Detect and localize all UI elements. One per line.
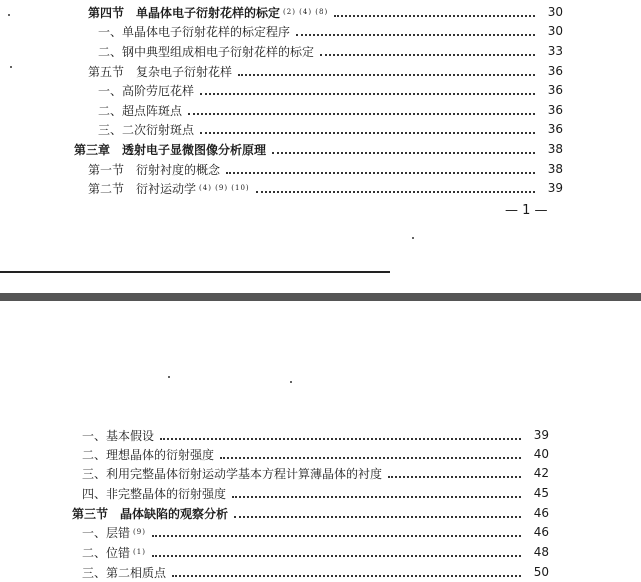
toc-entry-page: 39 xyxy=(547,181,563,195)
dot-leader xyxy=(220,456,521,459)
toc-entry xyxy=(82,464,549,482)
toc-entry-page: 33 xyxy=(547,44,563,58)
toc-entry-title: 一、基本假设 xyxy=(82,428,155,443)
toc-entry-refs: (1) xyxy=(133,548,146,556)
dot-leader xyxy=(200,92,535,95)
toc-entry-page: 30 xyxy=(547,5,563,19)
toc-entry-page: 36 xyxy=(547,64,563,78)
toc-entry-title: 二、钢中典型组成相电子衍射花样的标定 xyxy=(98,44,315,59)
page-folio: — 1 — xyxy=(505,203,548,218)
dot-leader xyxy=(232,495,521,498)
scan-speck xyxy=(8,14,10,16)
toc-entry xyxy=(74,140,563,158)
toc-entry xyxy=(88,179,563,197)
bottom-page xyxy=(0,300,641,582)
toc-entry xyxy=(82,426,549,444)
toc-entry-title: 第三节 晶体缺陷的观察分析 xyxy=(72,506,229,521)
toc-entry-title: 三、利用完整晶体衍射运动学基本方程计算薄晶体的衬度 xyxy=(82,466,383,481)
toc-entry-page: 36 xyxy=(547,103,563,117)
scan-speck xyxy=(10,66,12,68)
toc-entry xyxy=(88,160,563,178)
toc-entry-title: 三、第二相质点 xyxy=(82,565,167,580)
dot-leader xyxy=(238,73,535,76)
toc-entry-page: 46 xyxy=(533,525,549,539)
toc-entry xyxy=(82,523,549,541)
toc-entry-title: 第三章 透射电子显微图像分析原理 xyxy=(74,142,267,157)
scan-speck xyxy=(168,376,170,378)
toc-entry-title: 一、单晶体电子衍射花样的标定程序 xyxy=(98,24,291,39)
footer-rule xyxy=(0,271,390,273)
dot-leader xyxy=(388,475,521,478)
toc-entry xyxy=(88,62,563,80)
dot-leader xyxy=(188,112,535,115)
toc-entry-refs: (9) xyxy=(133,528,146,536)
toc-entry xyxy=(82,445,549,463)
toc-entry-title: 二、理想晶体的衍射强度 xyxy=(82,447,215,462)
toc-entry-page: 39 xyxy=(533,428,549,442)
toc-entry-page: 45 xyxy=(533,486,549,500)
dot-leader xyxy=(272,151,535,154)
toc-entry-title: 二、位错 xyxy=(82,545,131,560)
toc-entry-page: 48 xyxy=(533,545,549,559)
toc-entry-title: 四、非完整晶体的衍射强度 xyxy=(82,486,227,501)
toc-entry-page: 38 xyxy=(547,162,563,176)
toc-entry-title: 第四节 单晶体电子衍射花样的标定 xyxy=(88,5,281,20)
dot-leader xyxy=(172,574,521,577)
dot-leader xyxy=(296,33,535,36)
toc-entry-title: 一、高阶劳厄花样 xyxy=(98,83,195,98)
toc-entry-title: 一、层错 xyxy=(82,525,131,540)
dot-leader xyxy=(152,554,521,557)
dot-leader xyxy=(160,437,521,440)
toc-entry-page: 30 xyxy=(547,24,563,38)
toc-entry-page: 36 xyxy=(547,83,563,97)
toc-entry-page: 50 xyxy=(533,565,549,579)
toc-entry-title: 第一节 衍射衬度的概念 xyxy=(88,162,221,177)
dot-leader xyxy=(334,14,535,17)
toc-entry-refs: (2) (4) (8) xyxy=(283,8,329,16)
toc-entry xyxy=(98,22,563,40)
toc-entry-title: 三、二次衍射斑点 xyxy=(98,122,195,137)
toc-entry-title: 二、超点阵斑点 xyxy=(98,103,183,118)
toc-entry-page: 46 xyxy=(533,506,549,520)
toc-entry-page: 38 xyxy=(547,142,563,156)
toc-entry xyxy=(98,42,563,60)
scan-speck xyxy=(412,237,414,239)
toc-entry-title: 第五节 复杂电子衍射花样 xyxy=(88,64,233,79)
toc-entry-page: 36 xyxy=(547,122,563,136)
dot-leader xyxy=(234,515,521,518)
toc-entry xyxy=(82,563,549,581)
toc-entry xyxy=(82,543,549,561)
toc-entry xyxy=(98,81,563,99)
dot-leader xyxy=(226,171,535,174)
dot-leader xyxy=(320,53,535,56)
toc-entry-page: 40 xyxy=(533,447,549,461)
toc-entry-title: 第二节 衍衬运动学 xyxy=(88,181,197,196)
toc-entry xyxy=(98,101,563,119)
toc-entry-page: 42 xyxy=(533,466,549,480)
toc-entry xyxy=(98,120,563,138)
toc-entry xyxy=(88,3,563,21)
dot-leader xyxy=(200,131,535,134)
dot-leader xyxy=(256,190,535,193)
dot-leader xyxy=(152,534,521,537)
toc-entry xyxy=(72,504,549,522)
toc-entry xyxy=(82,484,549,502)
scan-speck xyxy=(290,381,292,383)
toc-entry-refs: (4) (9) (10) xyxy=(199,184,250,192)
